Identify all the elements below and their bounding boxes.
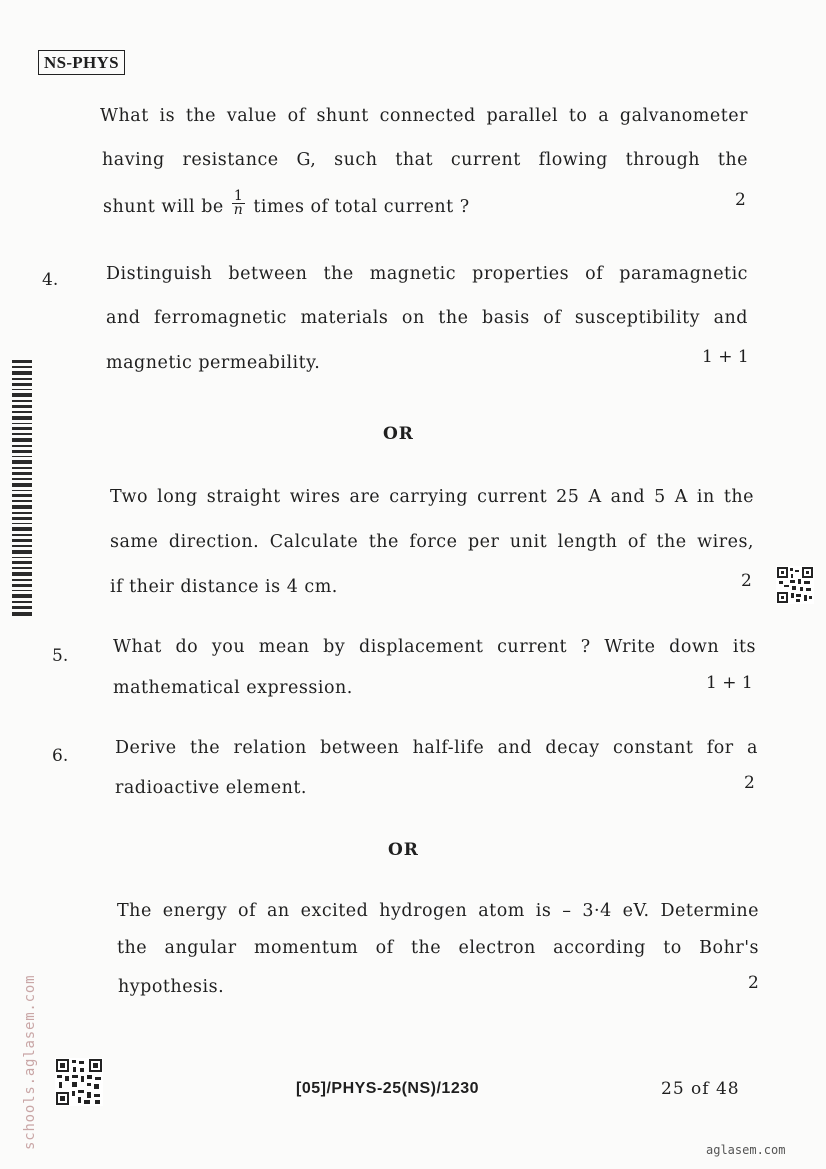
q5-marks: 1 + 1 xyxy=(706,673,753,693)
q6-alt-line-3: hypothesis. xyxy=(118,977,225,997)
q4-alt-marks: 2 xyxy=(741,571,752,591)
q3-marks: 2 xyxy=(735,190,746,210)
q4-line-2: and ferromagnetic materials on the basis of susceptibility and xyxy=(106,308,748,328)
q3-line-3 xyxy=(103,188,470,218)
q6-number: 6. xyxy=(52,746,69,766)
barcode-graphic xyxy=(10,360,34,620)
paper-code-box: NS-PHYS xyxy=(38,50,125,75)
q3-line-3-text: shunt will be xyxy=(103,197,224,217)
qr-code-bottom xyxy=(55,1058,103,1106)
q5-line-2: mathematical expression. xyxy=(113,678,353,698)
watermark-vertical: schools.aglasem.com xyxy=(22,974,38,1150)
q4-or-label: OR xyxy=(383,424,414,444)
fraction-denominator: n xyxy=(233,202,244,218)
q4-alt-line-1: Two long straight wires are carrying current 25 A and 5 A in the xyxy=(110,487,754,507)
q4-number: 4. xyxy=(42,270,59,290)
q4-marks: 1 + 1 xyxy=(702,347,749,367)
q6-alt-line-2: the angular momentum of the electron according to Bohr's xyxy=(117,938,759,958)
q3-line-1: What is the value of shunt connected parallel to a galvanometer xyxy=(100,106,748,126)
q6-marks: 2 xyxy=(744,773,755,793)
footer-paper-code: [05]/PHYS-25(NS)/1230 xyxy=(296,1080,480,1097)
footer-page-number: 25 of 48 xyxy=(661,1079,740,1099)
q5-line-1: What do you mean by displacement current ? Write down its xyxy=(113,637,756,657)
q3-line-3-tail: times of total current ? xyxy=(253,197,470,217)
q6-alt-marks: 2 xyxy=(748,973,759,993)
q4-alt-line-2: same direction. Calculate the force per unit length of the wires, xyxy=(110,532,754,552)
qr-code-right xyxy=(776,566,814,604)
q6-alt-line-1: The energy of an excited hydrogen atom is – 3·4 eV. Determine xyxy=(117,901,759,921)
one-over-n-fraction xyxy=(232,190,245,217)
q6-line-1: Derive the relation between half-life and decay constant for a xyxy=(115,738,758,758)
q3-line-2: having resistance G, such that current flowing through the xyxy=(102,150,748,170)
q5-number: 5. xyxy=(52,646,69,666)
q4-alt-line-3: if their distance is 4 cm. xyxy=(110,577,338,597)
q6-or-label: OR xyxy=(388,840,419,860)
q6-line-2: radioactive element. xyxy=(115,778,307,798)
fraction-numerator: 1 xyxy=(233,188,244,204)
watermark-site: aglasem.com xyxy=(706,1143,786,1157)
q4-line-1: Distinguish between the magnetic properties of paramagnetic xyxy=(106,264,748,284)
q4-line-3: magnetic permeability. xyxy=(106,353,321,373)
